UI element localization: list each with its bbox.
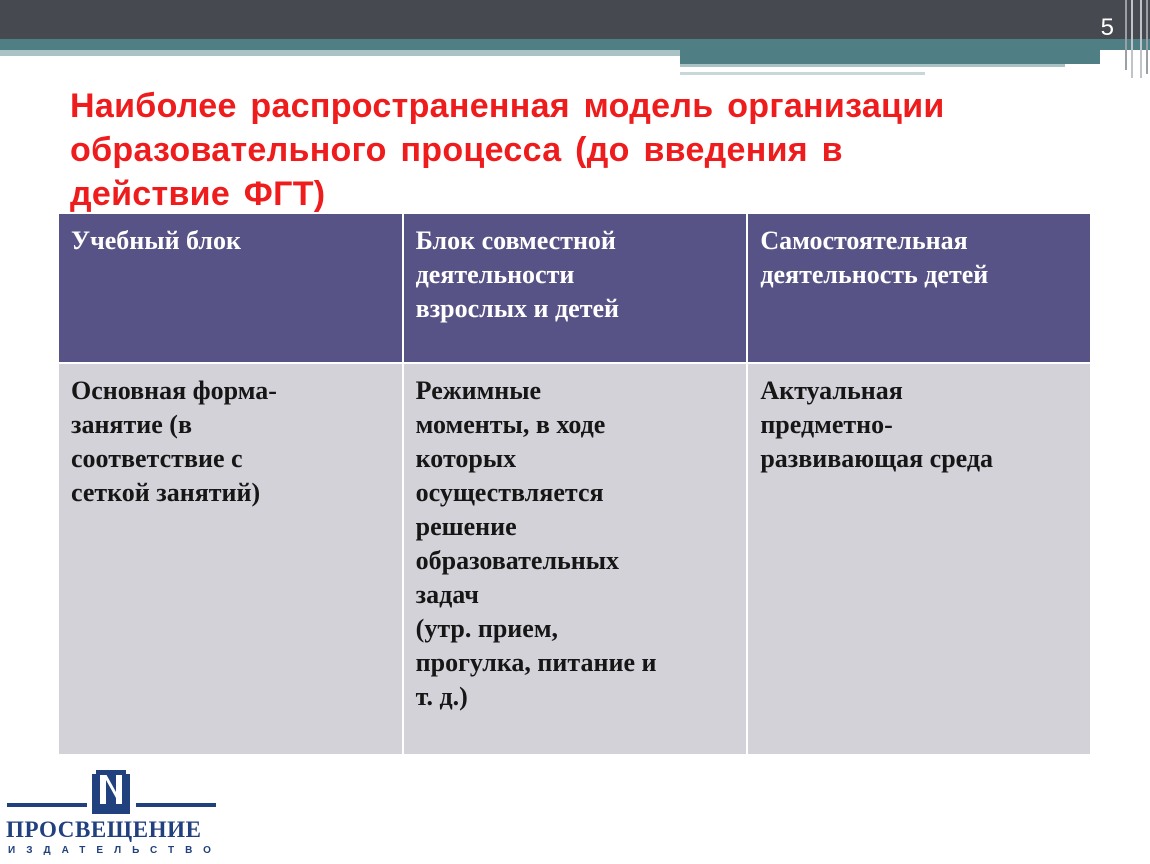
slide-title-line: действие ФГТ) (70, 175, 326, 213)
logo-line-right (136, 803, 216, 807)
publisher-logo (0, 768, 220, 864)
header-vertical-line (1125, 0, 1127, 70)
page-number: 5 (1100, 14, 1114, 41)
logo-line-left (7, 803, 87, 807)
header-light-strip (0, 50, 680, 56)
header-vertical-line (1140, 0, 1142, 78)
process-model-table (57, 212, 1092, 756)
header-cell-joint-activity: Блок совместной деятельности взрослых и детей (403, 213, 748, 363)
table-cell: Актуальная предметно- развивающая среда (747, 363, 1091, 755)
header-light-line (680, 64, 1065, 67)
header-accent-band-right (680, 50, 1100, 64)
table-row (58, 363, 1091, 755)
table-cell: Основная форма- занятие (в соответствие с сеткой занятий) (58, 363, 403, 755)
slide-title-line: образовательного процесса (до введения в (70, 131, 843, 169)
publisher-mark-icon (92, 770, 130, 814)
table-header-row (58, 213, 1091, 363)
header-vertical-line (1131, 0, 1133, 78)
header-vertical-line (1146, 0, 1148, 74)
table-cell: Режимные моменты, в ходе которых осуществляется решение образовательных задач (утр. прием, прогулка, питание и т. д.) (403, 363, 748, 755)
logo-subtitle: ИЗДАТЕЛЬСТВО (8, 845, 222, 856)
header-cell-independent-activity: Самостоятельная деятельность детей (747, 213, 1091, 363)
header-light-line-secondary (680, 72, 925, 75)
slide-title (70, 84, 1110, 216)
logo-name: ПРОСВЕЩЕНИЕ (6, 817, 202, 842)
header-cell-study-block: Учебный блок (58, 213, 403, 363)
header-bar (0, 0, 1150, 39)
slide-title-line: Наиболее распространенная модель организации (70, 87, 945, 125)
header-accent-band (0, 39, 1150, 50)
